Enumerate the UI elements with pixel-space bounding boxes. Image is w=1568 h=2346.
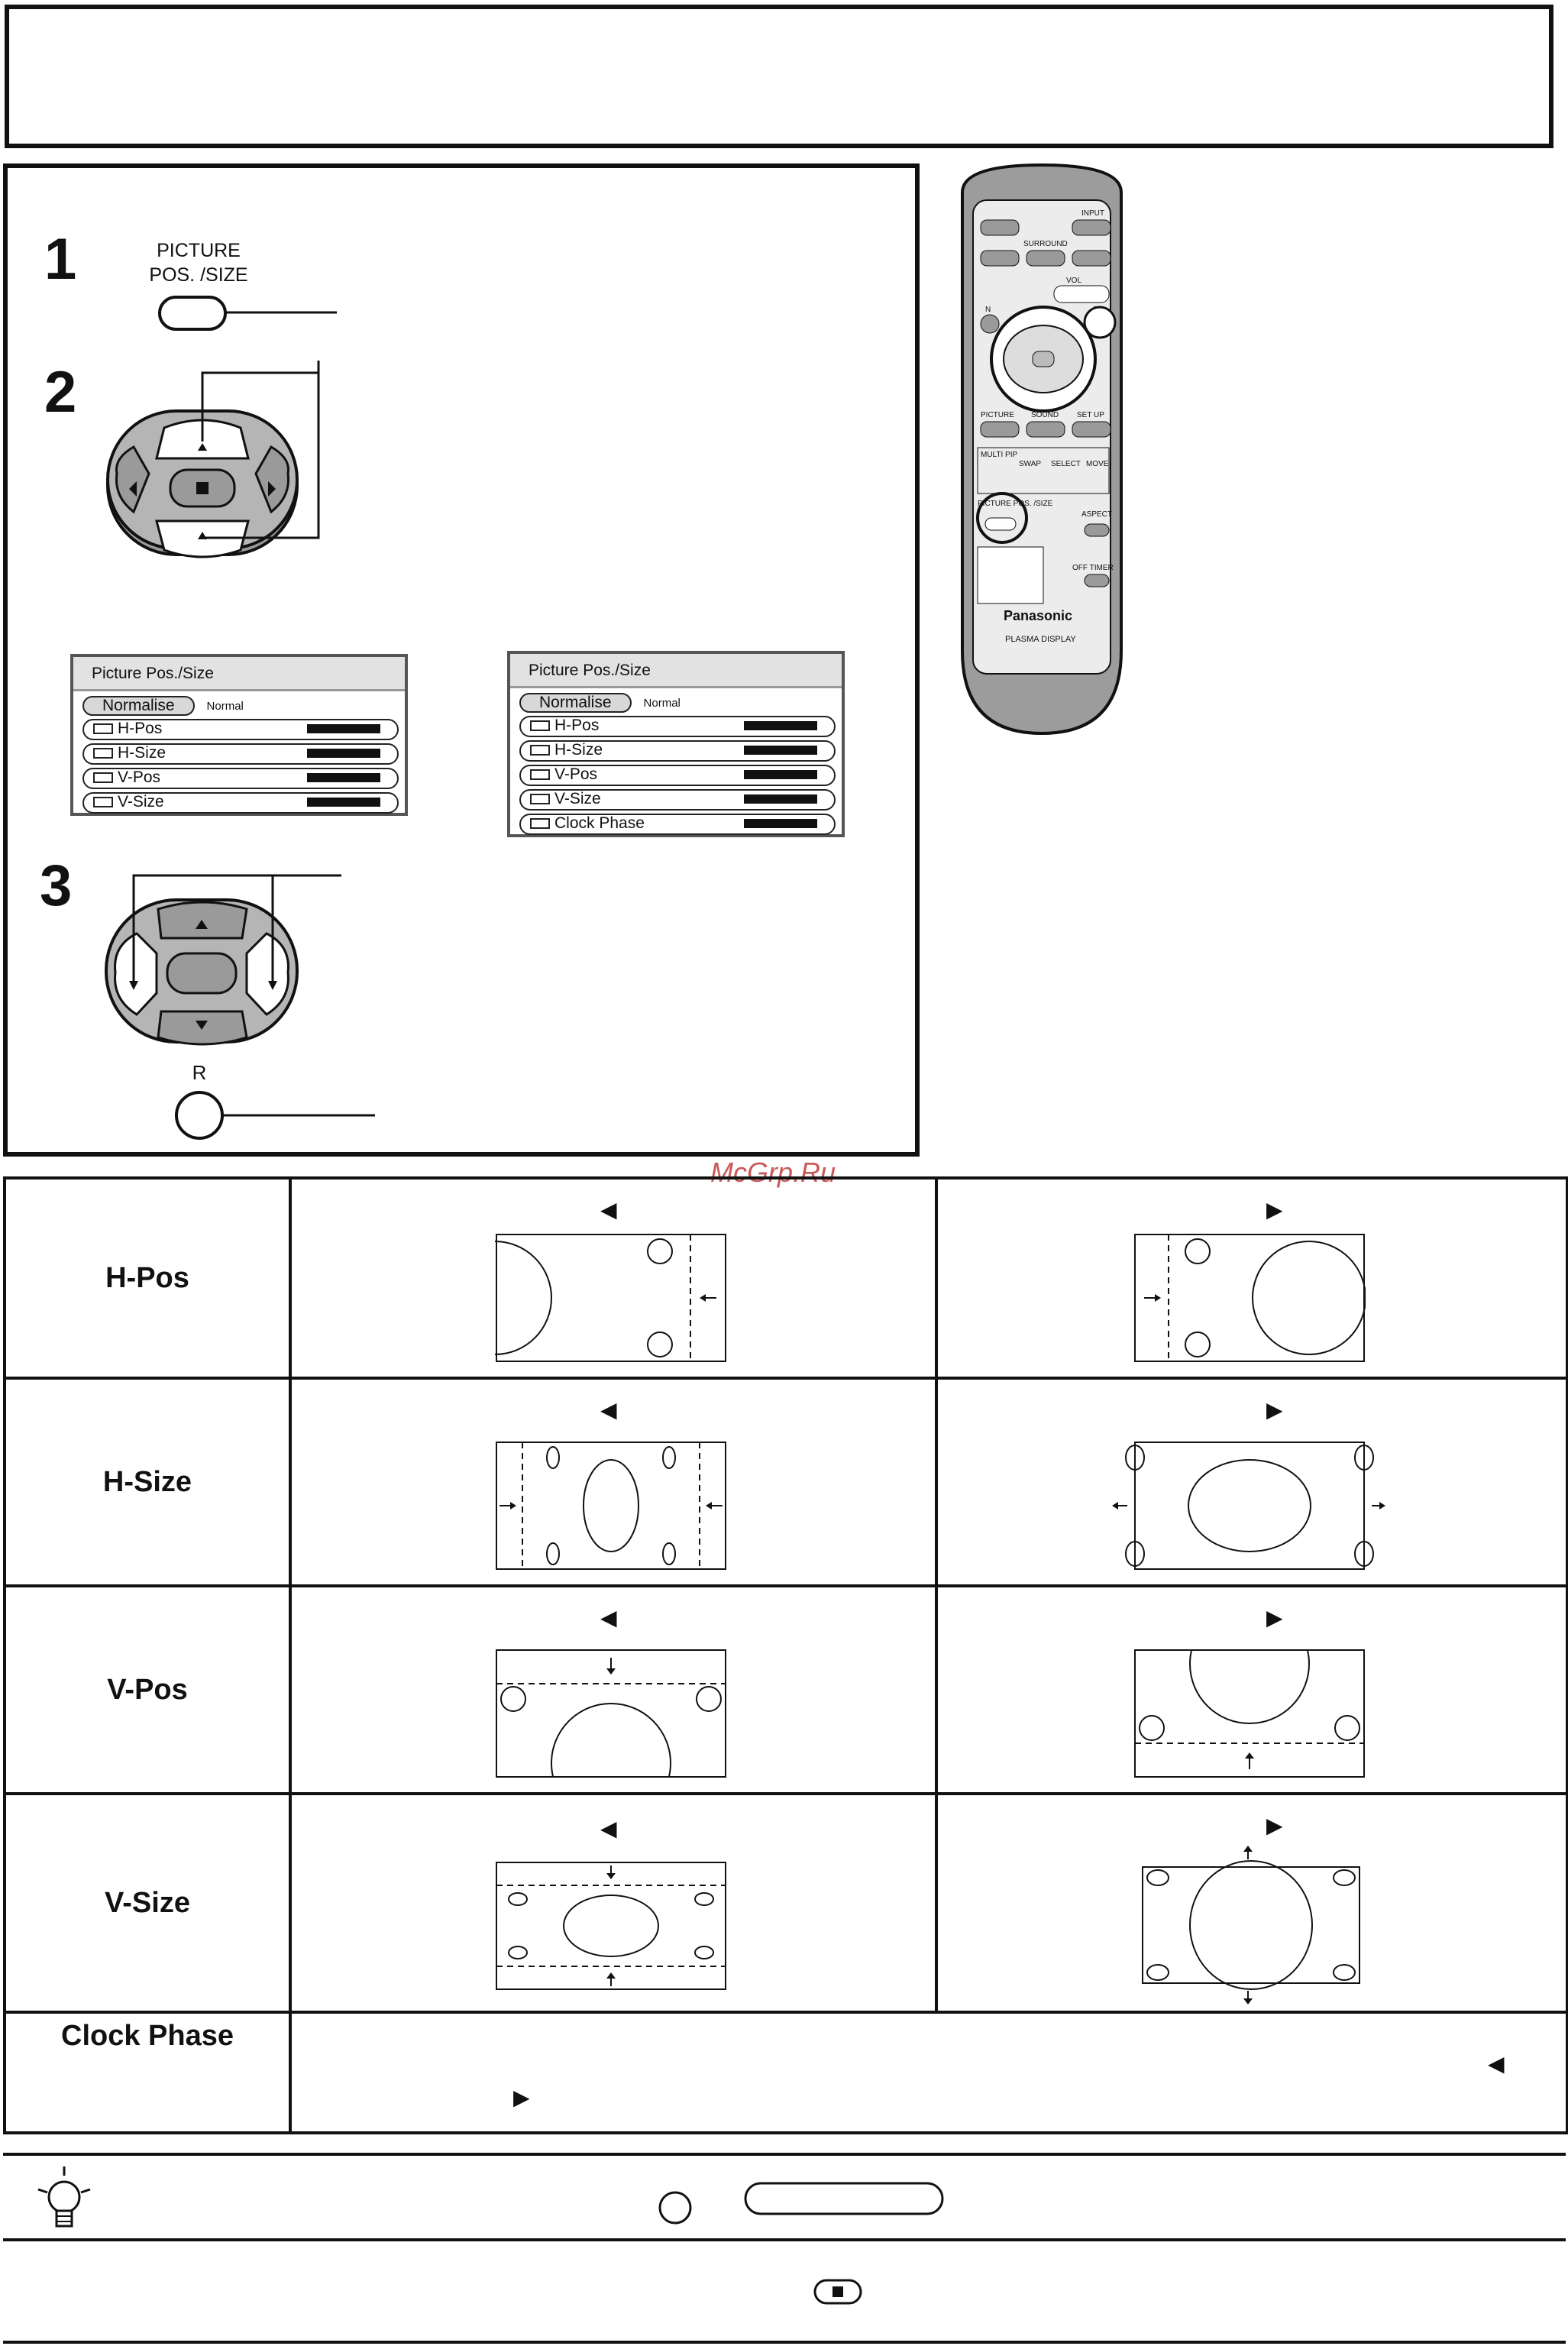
- table-row: [5, 2012, 1567, 2133]
- svg-text:PICTURE: PICTURE: [981, 411, 1014, 419]
- svg-text:VOL: VOL: [1066, 277, 1082, 285]
- clock-phase-cell: [290, 2012, 1567, 2133]
- picture-pos-size-button-diagram[interactable]: [157, 294, 340, 340]
- svg-text:INPUT: INPUT: [1081, 209, 1104, 218]
- svg-text:SOUND: SOUND: [1031, 411, 1059, 419]
- adjustment-table: [3, 1176, 1568, 2134]
- v-pos-right-diagram: [1133, 1649, 1366, 1780]
- menu-row-v-size[interactable]: V-Size: [519, 789, 836, 811]
- svg-text:SELECT: SELECT: [1051, 460, 1081, 468]
- picture-pos-size-menu-pc: [70, 654, 408, 816]
- normalise-pill-icon: [745, 2183, 942, 2214]
- r-button-icon: [660, 2192, 690, 2223]
- table-row: [5, 1178, 1567, 1378]
- v-pos-left-cell: [290, 1586, 936, 1794]
- leftright-dpad-diagram[interactable]: [103, 862, 386, 1152]
- h-pos-bar: [307, 724, 380, 733]
- menu-row-v-pos[interactable]: V-Pos: [519, 765, 836, 786]
- v-size-left-cell: [290, 1794, 936, 2012]
- normalise-button[interactable]: Normalise: [519, 693, 632, 713]
- row-label-h-pos: H-Pos: [5, 1178, 290, 1378]
- row-label-v-pos: V-Pos: [5, 1586, 290, 1794]
- svg-text:Panasonic: Panasonic: [1004, 608, 1073, 623]
- h-size-left-cell: [290, 1378, 936, 1586]
- h-size-icon: [530, 745, 550, 756]
- v-size-right-cell: [936, 1794, 1567, 2012]
- svg-text:SET UP: SET UP: [1077, 411, 1104, 419]
- step-2-number: 2: [44, 360, 77, 425]
- menu-row-h-pos[interactable]: H-Pos: [519, 716, 836, 737]
- picture-pos-size-label: PICTURE POS. /SIZE: [149, 240, 248, 286]
- menu-title: Picture Pos./Size: [510, 654, 842, 688]
- h-pos-left-diagram: [495, 1233, 727, 1364]
- menu-row-v-pos[interactable]: V-Pos: [82, 768, 399, 789]
- normalise-row[interactable]: [82, 696, 405, 716]
- svg-text:ASPECT: ASPECT: [1081, 510, 1113, 519]
- v-pos-bar: [307, 773, 380, 782]
- v-pos-right-cell: [936, 1586, 1567, 1794]
- h-pos-bar: [744, 721, 817, 730]
- left-arrow-icon: ◀: [600, 1606, 617, 1629]
- right-arrow-icon: ▶: [1266, 1606, 1283, 1629]
- clock-phase-bar: [744, 819, 817, 828]
- svg-text:PICTURE POS. /SIZE: PICTURE POS. /SIZE: [978, 500, 1053, 508]
- menu-row-clock-phase[interactable]: Clock Phase: [519, 814, 836, 835]
- title-box: [5, 5, 1553, 148]
- h-size-right-cell: [936, 1378, 1567, 1586]
- svg-text:N: N: [985, 306, 991, 314]
- left-arrow-icon: ◀: [600, 1398, 617, 1422]
- v-size-left-diagram: [495, 1853, 727, 2000]
- watermark: McGrp.Ru: [710, 1157, 836, 1188]
- menu-row-h-size[interactable]: H-Size: [519, 740, 836, 762]
- h-pos-icon: [93, 723, 113, 734]
- h-pos-icon: [530, 720, 550, 731]
- svg-text:SURROUND: SURROUND: [1023, 240, 1068, 248]
- row-label-h-size: H-Size: [5, 1378, 290, 1586]
- h-size-bar: [307, 749, 380, 758]
- center-button-icon: [813, 2278, 866, 2309]
- svg-text:OFF TIMER: OFF TIMER: [1072, 564, 1114, 572]
- right-arrow-icon: ▶: [1266, 1198, 1283, 1222]
- v-pos-icon: [93, 772, 113, 783]
- table-row: [5, 1586, 1567, 1794]
- normal-value: Normal: [643, 696, 681, 710]
- picture-pos-size-menu-rgb: [507, 651, 845, 837]
- step-1-number: 1: [44, 227, 77, 292]
- normalise-button[interactable]: Normalise: [82, 696, 195, 716]
- row-label-v-size: V-Size: [5, 1794, 290, 2012]
- v-size-icon: [93, 797, 113, 807]
- table-row: [5, 1794, 1567, 2012]
- clock-phase-icon: [530, 818, 550, 829]
- right-arrow-icon: ▶: [1266, 1398, 1283, 1422]
- v-size-bar: [307, 798, 380, 807]
- r-button-label: R: [192, 1061, 207, 1084]
- h-size-icon: [93, 748, 113, 759]
- normalise-row[interactable]: [519, 693, 842, 713]
- v-pos-bar: [744, 770, 817, 779]
- right-arrow-icon: ▶: [1266, 1814, 1283, 1837]
- footer-divider-bottom: [3, 2341, 1566, 2344]
- v-pos-icon: [530, 769, 550, 780]
- menu-title: Picture Pos./Size: [73, 657, 405, 691]
- h-pos-left-cell: [290, 1178, 936, 1378]
- v-size-icon: [530, 794, 550, 804]
- step-3-number: 3: [40, 853, 73, 918]
- lightbulb-icon: [34, 2166, 95, 2235]
- remote-control: [950, 162, 1133, 736]
- h-size-bar: [744, 746, 817, 755]
- footer-divider-top: [3, 2153, 1566, 2156]
- menu-row-h-size[interactable]: H-Size: [82, 743, 399, 765]
- menu-row-v-size[interactable]: V-Size: [82, 792, 399, 814]
- svg-text:MULTI PIP: MULTI PIP: [981, 451, 1018, 459]
- svg-text:SWAP: SWAP: [1019, 460, 1042, 468]
- footer-button-illustrations: [657, 2180, 978, 2229]
- menu-row-h-pos[interactable]: H-Pos: [82, 719, 399, 740]
- svg-text:MOVE: MOVE: [1086, 460, 1109, 468]
- h-pos-right-cell: [936, 1178, 1567, 1378]
- h-size-right-diagram: [1111, 1441, 1389, 1572]
- left-arrow-icon: ◀: [600, 1198, 617, 1222]
- v-size-right-diagram: [1141, 1841, 1363, 2009]
- h-pos-right-diagram: [1133, 1233, 1366, 1364]
- svg-text:PLASMA DISPLAY: PLASMA DISPLAY: [1005, 635, 1076, 644]
- left-arrow-icon: ◀: [600, 1817, 617, 1840]
- updown-dpad-diagram[interactable]: [103, 359, 355, 565]
- normal-value: Normal: [206, 699, 244, 713]
- h-size-left-diagram: [495, 1441, 727, 1572]
- left-arrow-icon: ◀: [1488, 2052, 1505, 2076]
- v-size-bar: [744, 794, 817, 804]
- v-pos-left-diagram: [495, 1649, 727, 1780]
- table-row: [5, 1378, 1567, 1586]
- footer-divider-middle: [3, 2238, 1566, 2241]
- row-label-clock-phase: Clock Phase: [5, 2012, 290, 2133]
- right-arrow-icon: ▶: [513, 2086, 530, 2109]
